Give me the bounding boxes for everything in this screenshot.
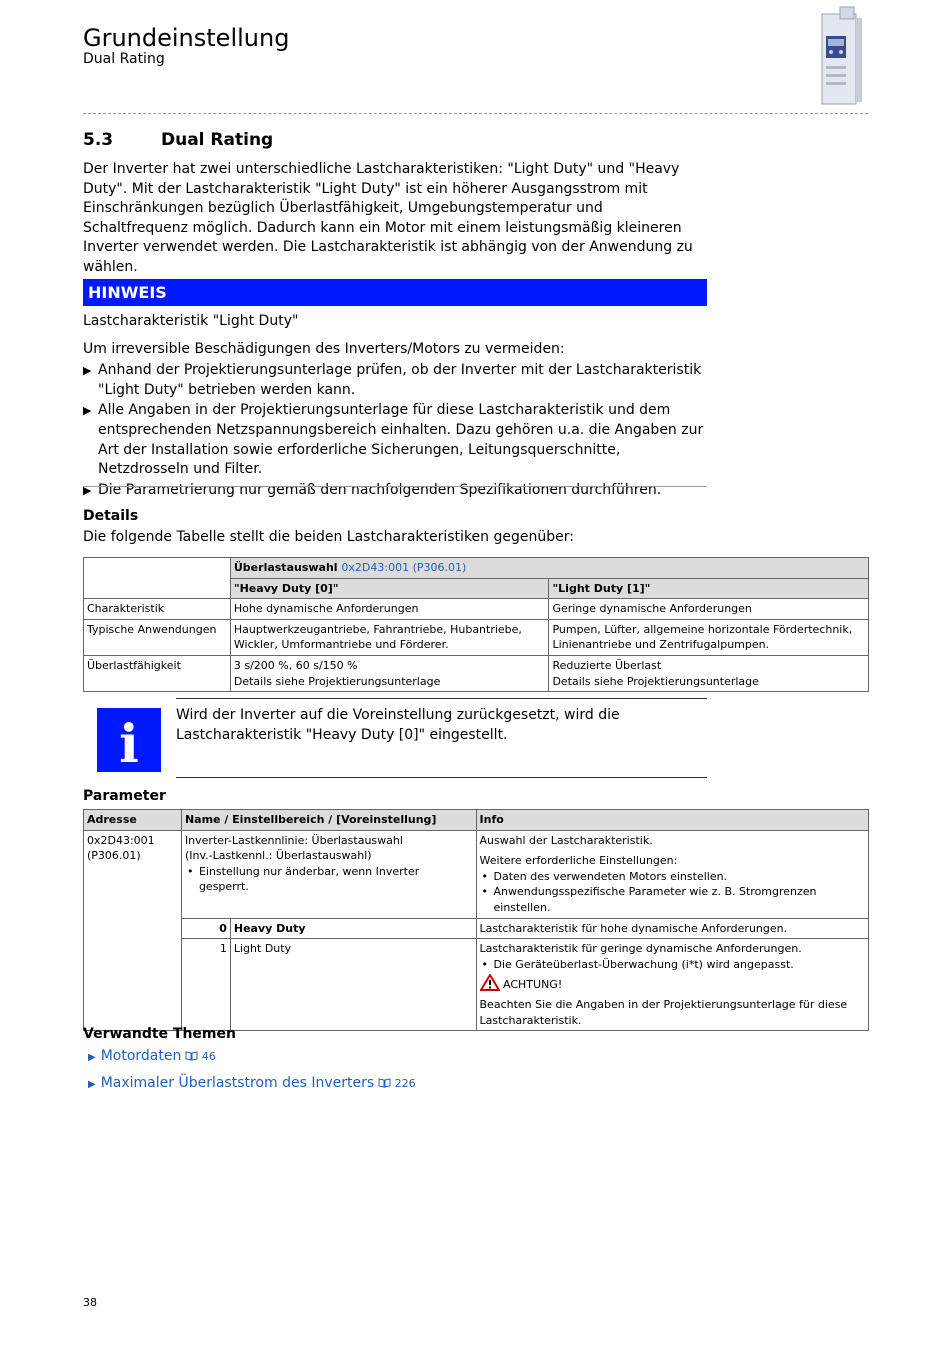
name-bullets <box>185 864 473 895</box>
cell-line: Details siehe Projektierungsunterlage <box>233 674 441 688</box>
details-heading: Details <box>83 508 139 524</box>
table-cell: Geringe dynamische Anforderungen <box>549 599 869 620</box>
page-reference <box>378 1077 416 1090</box>
column-header-heavy: "Heavy Duty [0]" <box>230 578 549 599</box>
table-row <box>84 810 869 831</box>
related-link-motordaten[interactable] <box>88 1048 216 1064</box>
notice-item: ▶ Anhand der Projektierungsunterlage prüfen, ob der Inverter mit der Lastcharakteristik "Light Duty" betrieben werden kann. <box>83 361 708 400</box>
option-info: Lastcharakteristik für geringe dynamische Anforderungen. <box>479 942 802 956</box>
option-info: Lastcharakteristik für hohe dynamische Anforderungen. <box>476 918 868 939</box>
address-line: 0x2D43:001 <box>87 833 155 847</box>
table-row <box>84 655 869 691</box>
info-bullet: • Daten des verwendeten Motors einstellen. <box>480 869 865 885</box>
intro-paragraph: Der Inverter hat zwei unterschiedliche Lastcharakteristiken: "Light Duty" und "Heavy Duty". Mit der Lastcharakteristik "Light Duty" ist ein höherer Ausgangsstrom mit Einschränkungen bezüglich Überlastfähigkeit, Umgebungstemperatur und Schaltfrequenz möglich. Dadurch kann ein Motor mit einem leistungsmäßig kleineren Inverter verwendet werden. Die Lastcharakteristik ist abhängig von der Anwendung zu wählen. <box>83 161 693 275</box>
table-row <box>84 599 869 620</box>
row-label: Überlastfähigkeit <box>84 655 231 691</box>
option-info-cell <box>476 939 868 1031</box>
header-divider <box>83 113 868 114</box>
notice-lead: Um irreversible Beschädigungen des Inverters/Motors zu vermeiden: <box>83 340 565 357</box>
section-title-text: Dual Rating <box>161 130 274 150</box>
info-line: Weitere erforderliche Einstellungen: <box>479 854 678 868</box>
option-value: 1 <box>181 939 230 1031</box>
table-cell <box>230 655 549 691</box>
triangle-right-icon: ▶ <box>88 1052 96 1063</box>
notice-body <box>83 312 708 501</box>
details-text: Die folgende Tabelle stellt die beiden Lastcharakteristiken gegenüber: <box>83 529 574 545</box>
notice-divider <box>83 486 707 487</box>
column-header-info: Info <box>476 810 868 831</box>
related-link-max-overload[interactable] <box>88 1075 416 1091</box>
row-label: Typische Anwendungen <box>84 619 231 655</box>
section-title <box>83 130 273 150</box>
notice-subject: Lastcharakteristik "Light Duty" <box>83 313 299 329</box>
triangle-right-icon: ▶ <box>88 1079 96 1090</box>
group-header <box>230 558 868 579</box>
option-label: Light Duty <box>230 939 476 1031</box>
related-link-label: Motordaten <box>100 1048 182 1064</box>
info-cell <box>476 830 868 918</box>
page-number-ref: 226 <box>394 1077 416 1090</box>
address-cell <box>84 830 182 1031</box>
warning-line <box>480 974 865 993</box>
comparison-table <box>83 557 869 692</box>
info-divider-bottom <box>176 777 707 778</box>
table-row <box>84 558 869 579</box>
notice-list <box>83 361 708 500</box>
page-number: 38 <box>83 1296 97 1309</box>
parameter-heading: Parameter <box>83 788 166 804</box>
related-link-label: Maximaler Überlaststrom des Inverters <box>100 1075 375 1091</box>
related-heading: Verwandte Themen <box>83 1026 236 1042</box>
option-note: Beachten Sie die Angaben in der Projektierungsunterlage für diese Lastcharakteristik. <box>479 997 848 1027</box>
table-cell: Hohe dynamische Anforderungen <box>230 599 549 620</box>
name-line: (Inv.-Lastkennl.: Überlastauswahl) <box>184 849 372 863</box>
table-row <box>84 939 869 1031</box>
parameter-table <box>83 809 869 1031</box>
section-number: 5.3 <box>83 130 114 150</box>
table-row <box>84 619 869 655</box>
row-label: Charakteristik <box>84 599 231 620</box>
info-text: Wird der Inverter auf die Voreinstellung zurückgesetzt, wird die Lastcharakteristik "Heavy Duty [0]" eingestellt. <box>176 707 620 743</box>
group-label: Überlastauswahl <box>233 561 338 574</box>
info-icon <box>97 708 161 772</box>
info-divider-top <box>176 698 707 699</box>
info-bullet: • Anwendungsspezifische Parameter wie z. B. Stromgrenzen einstellen. <box>480 884 865 915</box>
inverter-device-image <box>816 6 866 106</box>
table-cell: Hauptwerkzeugantriebe, Fahrantriebe, Hubantriebe, Wickler, Umformantriebe und Förderer. <box>230 619 549 655</box>
book-icon <box>378 1078 391 1088</box>
column-header-light: "Light Duty [1]" <box>549 578 869 599</box>
warning-label: ACHTUNG! <box>503 978 563 992</box>
cell-line: 3 s/200 %, 60 s/150 % <box>233 658 358 672</box>
option-bullet: • Die Geräteüberlast-Überwachung (i*t) wird angepasst. <box>480 957 865 973</box>
page-reference <box>185 1050 216 1063</box>
info-bullets <box>480 869 865 916</box>
option-label: Heavy Duty <box>230 918 476 939</box>
name-cell <box>181 830 476 918</box>
page-header-title: Grundeinstellung <box>83 24 290 52</box>
option-bullets <box>480 957 865 973</box>
page-header-subtitle: Dual Rating <box>83 51 165 67</box>
svg-text:i: i <box>119 714 139 772</box>
table-row <box>84 918 869 939</box>
table-cell <box>549 655 869 691</box>
cell-line: Details siehe Projektierungsunterlage <box>552 674 759 688</box>
option-value: 0 <box>181 918 230 939</box>
notice-label: HINWEIS <box>83 279 707 306</box>
notice-item: ▶ Die Parametrierung nur gemäß den nachfolgenden Spezifikationen durchführen. <box>83 481 708 501</box>
name-line: Inverter-Lastkennlinie: Überlastauswahl <box>184 833 403 847</box>
warning-icon <box>480 974 500 991</box>
address-line: (P306.01) <box>87 849 141 863</box>
cell-line: Reduzierte Überlast <box>552 658 662 672</box>
page-number-ref: 46 <box>201 1050 216 1063</box>
column-header-name: Name / Einstellbereich / [Voreinstellung] <box>181 810 476 831</box>
table-row <box>84 830 869 918</box>
column-header-address: Adresse <box>84 810 182 831</box>
parameter-link[interactable]: 0x2D43:001 (P306.01) <box>341 561 467 574</box>
notice-item: ▶ Alle Angaben in der Projektierungsunterlage für diese Lastcharakteristik und dem entsprechenden Netzspannungsbereich einhalten. Dazu gehören u.a. die Angaben zur Art der Installation sowie erforderliche Sicherungen, Leitungsquerschnitte, Netzdrosseln und Filter. <box>83 401 708 479</box>
info-line: Auswahl der Lastcharakteristik. <box>479 833 653 847</box>
name-bullet: • Einstellung nur änderbar, wenn Inverter gesperrt. <box>185 864 473 895</box>
table-corner-cell <box>84 558 231 599</box>
book-icon <box>185 1051 198 1061</box>
table-cell: Pumpen, Lüfter, allgemeine horizontale Fördertechnik, Linienantriebe und Zentrifugalpumpen. <box>549 619 869 655</box>
